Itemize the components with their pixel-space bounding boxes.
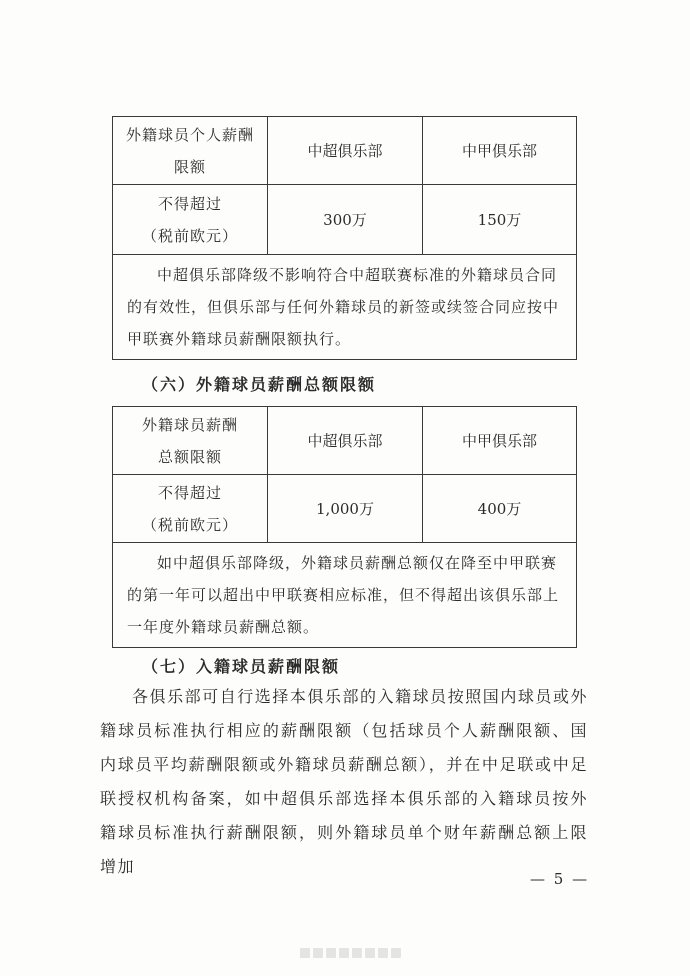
section-heading-6: （六）外籍球员薪酬总额限额: [142, 375, 377, 394]
row-label-line2: （税前欧元）: [141, 226, 238, 245]
col-header-cl1: 中甲俱乐部: [423, 407, 577, 475]
value-csl: 1,000万: [268, 475, 423, 543]
row-label-line2: 总额限额: [157, 447, 222, 466]
value-cl1: 150万: [423, 185, 577, 255]
value-csl: 300万: [268, 185, 423, 255]
col-header-csl: 中超俱乐部: [268, 117, 423, 185]
row-label-cell: [113, 117, 268, 185]
watermark-bar: [300, 946, 410, 960]
individual-salary-table: [112, 116, 577, 360]
row-label-line2: 限额: [173, 157, 206, 176]
row-label-line2: （税前欧元）: [141, 515, 238, 534]
table-note: 如中超俱乐部降级，外籍球员薪酬总额仅在降至中甲联赛的第一年可以超出中甲联赛相应标准，但不得超出该俱乐部上一年度外籍球员薪酬总额。: [113, 543, 577, 648]
row-label-line1: 不得超过: [157, 483, 222, 502]
row-label-cell: [113, 185, 268, 255]
table-header-row: [113, 117, 577, 185]
row-label-cell: [113, 475, 268, 543]
table-note: 中超俱乐部降级不影响符合中超联赛标准的外籍球员合同的有效性，但俱乐部与任何外籍球员的新签或续签合同应按中甲联赛外籍球员薪酬限额执行。: [113, 255, 577, 360]
page-number: — 5 —: [530, 870, 590, 888]
table-header-row: [113, 407, 577, 475]
col-header-cl1: 中甲俱乐部: [423, 117, 577, 185]
section-heading-7: （七）入籍球员薪酬限额: [142, 657, 341, 676]
value-cl1: 400万: [423, 475, 577, 543]
total-salary-table: [112, 406, 577, 648]
row-label-line1: 外籍球员薪酬: [141, 415, 238, 434]
col-header-csl: 中超俱乐部: [268, 407, 423, 475]
section-7-paragraph: 各俱乐部可自行选择本俱乐部的入籍球员按照国内球员或外籍球员标准执行相应的薪酬限额（包括球员个人薪酬限额、国内球员平均薪酬限额或外籍球员薪酬总额），并在中足联或中足联授权机构备案，如中超俱乐部选择本俱乐部的入籍球员按外籍球员标准执行薪酬限额，则外籍球员单个财年薪酬总额上限增加: [100, 687, 588, 876]
row-label-cell: [113, 407, 268, 475]
table-row: [113, 185, 577, 255]
note-row: [113, 543, 577, 648]
row-label-line1: 不得超过: [157, 194, 222, 213]
row-label-line1: 外籍球员个人薪酬: [125, 125, 254, 144]
table-row: [113, 475, 577, 543]
note-row: [113, 255, 577, 360]
